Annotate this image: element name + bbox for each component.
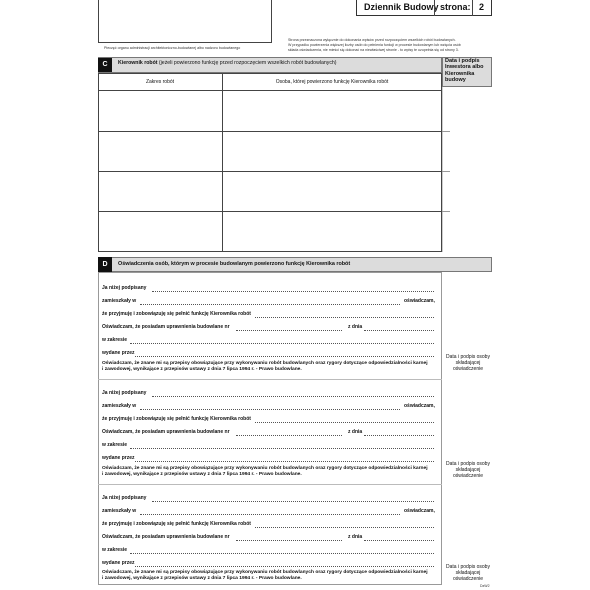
section-c-side-row-1 [442,131,450,132]
header-note-3: składa oświadczenia, nie mieści się dokonać na niewłaściwej stronie - to wpisy te uzupełnia się od strony 3. [288,48,459,52]
block-1-line-6-fill [135,356,434,357]
section-c-row-line-2 [98,171,442,172]
block-2-line-5: w zakresie [102,442,128,448]
page-number: 2 [479,2,485,12]
section-c-side-row-2 [442,171,450,172]
block-3-line-3-fill [255,527,434,528]
section-c-col2-header: Osoba, której powierzono funkcję Kierownika robót [275,79,389,85]
section-c-side-column [442,87,443,252]
stamp-caption: Pieczęć organu administracji architektoniczno-budowlanej albo nadzoru budowlanego [104,46,241,50]
block-1-line-4: Oświadczam, że posiadam uprawnienia budowlane nr [102,324,230,330]
page-number-divider [472,0,473,16]
block-2-line-8: i zawodowej, wynikające z przepisów ustawy z dnia 7 lipca 1994 r. - Prawo budowlane. [102,472,302,477]
header-note-2: W przypadku powierzenia większej liczby osób do pełnienia funkcji w procesie budowlanym lub wzięcia osób [288,43,461,47]
section-c-header-line [98,90,442,91]
block-3-line-4-fill [236,540,342,541]
block-3-side-label: Data i podpis osoby składającej oświadczenie [446,564,490,582]
block-2-line-2-end: oświadczam, [404,403,435,409]
block-1-line-4-mid: z dnia [348,324,363,330]
block-1-line-5-fill [130,343,434,344]
block-3-line-3: że przyjmuję i zobowiązuję się pełnić funkcję Kierownika robót [102,521,251,527]
block-2-line-1: Ja niżej podpisany [102,390,147,396]
section-d-title: Oświadczenia osób, którym w procesie budowlanym powierzono funkcję Kierownika robót [118,261,351,267]
block-3-line-6-fill [135,566,434,567]
block-3-line-6: wydane przez [102,560,135,566]
block-3-line-2-fill [140,514,400,515]
block-3-line-1: Ja niżej podpisany [102,495,147,501]
section-c-col-divider [222,73,223,252]
block-3-line-5: w zakresie [102,547,128,553]
block-1-line-8: i zawodowej, wynikające z przepisów ustawy z dnia 7 lipca 1994 r. - Prawo budowlane. [102,367,302,372]
block-3-line-2: zamieszkały w [102,508,137,514]
block-1-line-2: zamieszkały w [102,298,137,304]
section-c-row-line-1 [98,131,442,132]
block-2-line-4: Oświadczam, że posiadam uprawnienia budowlane nr [102,429,230,435]
block-3-line-7: Oświadczam, że znane mi są przepisy obowiązujące przy wykonywaniu robót budowlanych oraz rygory dotyczące odpowiedzialności karnej [102,570,428,575]
section-c-side-header: Data i podpis Inwestora albo Kierownika budowy [445,58,484,84]
section-c-side-row-3 [442,211,450,212]
page-title: Dziennik Budowy [364,2,439,12]
section-d-letter: D [98,257,112,272]
block-2-line-6: wydane przez [102,455,135,461]
block-2-line-3: że przyjmuję i zobowiązuję się pełnić funkcję Kierownika robót [102,416,251,422]
block-3-line-4-fill-2 [364,540,434,541]
block-3-line-4: Oświadczam, że posiadam uprawnienia budowlane nr [102,534,230,540]
footer-code: DzW2 [480,584,490,588]
block-1-line-1: Ja niżej podpisany [102,285,147,291]
block-1-line-3-fill [255,317,434,318]
block-1-line-6: wydane przez [102,350,135,356]
block-2-line-4-fill [236,435,342,436]
section-c-title-rest: (jeżeli powierzono funkcję przed rozpoczęciem wszelkich robót budowlanych) [157,60,337,66]
stamp-box [98,0,272,43]
block-1-line-5: w zakresie [102,337,128,343]
block-3-line-2-end: oświadczam, [404,508,435,514]
section-c-table [98,73,442,252]
section-c-letter: C [98,58,112,72]
block-1-line-4-fill [236,330,342,331]
block-2-line-2: zamieszkały w [102,403,137,409]
section-c-title-bold: Kierownik robót [118,60,158,66]
block-1-line-4-fill-2 [364,330,434,331]
block-2-line-7: Oświadczam, że znane mi są przepisy obowiązujące przy wykonywaniu robót budowlanych oraz rygory dotyczące odpowiedzialności karnej [102,466,428,471]
block-2-line-5-fill [130,448,434,449]
section-c-col1-header: Zakres robót [145,79,175,85]
block-1-line-7: Oświadczam, że znane mi są przepisy obowiązujące przy wykonywaniu robót budowlanych oraz rygory dotyczące odpowiedzialności karnej [102,361,428,366]
block-2-side-label: Data i podpis osoby składającej oświadczenie [446,461,490,479]
block-3-line-5-fill [130,553,434,554]
page-number-label: strona: [440,2,471,12]
block-1-line-2-end: oświadczam, [404,298,435,304]
block-2-line-4-fill-2 [364,435,434,436]
block-2-line-3-fill [255,422,434,423]
block-1-line-2-fill [140,304,400,305]
block-2-separator [98,484,442,485]
section-c-row-line-3 [98,211,442,212]
block-2-line-4-mid: z dnia [348,429,363,435]
block-2-line-1-fill [152,396,434,397]
title-divider [434,0,435,16]
block-3-line-8: i zawodowej, wynikające z przepisów ustawy z dnia 7 lipca 1994 r. - Prawo budowlane. [102,576,302,581]
block-1-line-1-fill [152,291,434,292]
section-c-title [118,60,337,66]
block-1-side-label: Data i podpis osoby składającej oświadczenie [446,354,490,372]
block-2-line-6-fill [135,461,434,462]
block-1-separator [98,379,442,380]
block-2-line-2-fill [140,409,400,410]
block-3-line-4-mid: z dnia [348,534,363,540]
header-note-1: Strona przeznaczona wyłącznie do dokonania wpisów przed rozpoczęciem wszelkich robót budowlanych. [288,38,456,42]
block-3-line-1-fill [152,501,434,502]
block-1-line-3: że przyjmuję i zobowiązuję się pełnić funkcję Kierownika robót [102,311,251,317]
